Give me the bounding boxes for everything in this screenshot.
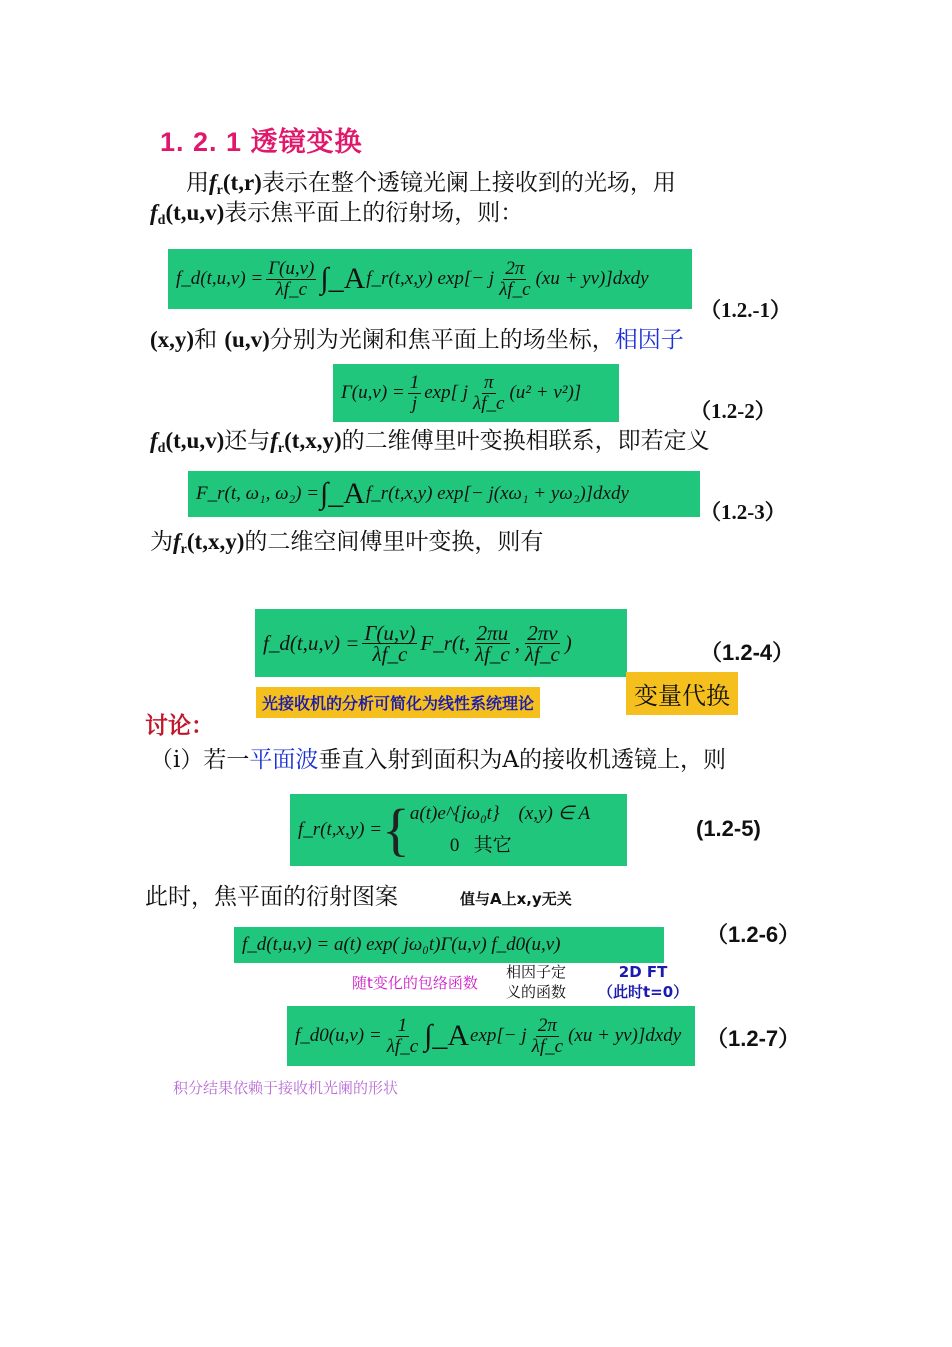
section-title: 1. 2. 1 透镜变换 [160, 127, 363, 157]
text: 的二维空间傅里叶变换，则有 [244, 529, 544, 555]
ft-annotation [598, 962, 688, 1002]
frac-den: j [411, 392, 418, 414]
equation-1 [168, 249, 692, 309]
fraction [497, 259, 532, 300]
paren: ) [564, 630, 572, 655]
frac-num: 2πv [527, 620, 558, 645]
diffraction-pattern-text: 此时，焦平面的衍射图案 [145, 884, 398, 910]
eq-body: f_r(t,x,y) exp[− j [366, 268, 495, 289]
equation-2-number: （1.2-2） [690, 399, 776, 423]
equation-7 [287, 1006, 695, 1066]
independent-note: 值与A上x,y无关 [460, 890, 572, 908]
discussion-item-1 [150, 745, 726, 775]
eq-body: F_r(t, [420, 630, 470, 655]
integral-shape-note: 积分结果依赖于接收机光阑的形状 [173, 1079, 399, 1097]
cases [410, 798, 590, 862]
fraction [473, 620, 512, 666]
fraction [266, 259, 316, 300]
frac-den: λf_c [275, 278, 308, 300]
equation-4 [255, 609, 627, 677]
text: （i）若一 [150, 747, 250, 773]
phase-factor-term: 相因子 [614, 327, 684, 353]
symbol-f: f [173, 529, 181, 554]
subscript: d [157, 213, 166, 228]
subscript: r [277, 441, 285, 456]
case-2 [410, 830, 590, 862]
equation-4-number: （1.2-4） [700, 640, 795, 665]
frac-den: λf_c [499, 278, 531, 300]
equation-2 [333, 364, 619, 422]
frac-den: λf_c [473, 392, 505, 414]
intro-text: 用 [186, 170, 209, 196]
eq-body: (u² + v²)] [509, 382, 582, 403]
frac-den: λf_c [525, 641, 560, 666]
fraction [471, 373, 506, 414]
eq-lhs: f_d0(u,v) = [295, 1025, 382, 1046]
text: 还与 [224, 428, 271, 454]
fraction [523, 620, 562, 666]
equation-6-number: （1.2-6） [706, 922, 801, 947]
subscript: r [216, 183, 223, 198]
integral-sign: ∫_A [320, 477, 365, 510]
eq-body: f_r(t,x,y) exp[− j(xω₁ + yω₂)]dxdy [365, 483, 629, 504]
eq-body: exp[ j [424, 382, 469, 403]
plane-wave-term: 平面波 [249, 747, 319, 773]
frac-num: π [483, 371, 494, 393]
discussion-label: 讨论： [145, 712, 214, 739]
argument: (t,x,y) [284, 428, 342, 453]
equation-1-number: （1.2.-1） [700, 298, 791, 322]
eq-body: (xu + yv)]dxdy [535, 268, 649, 289]
eq-lhs: f_d(t,u,v) = [263, 630, 360, 655]
intro-text: 表示在整个透镜光阑上接收到的光场，用 [261, 170, 676, 196]
integral-sign: ∫_A [320, 262, 366, 295]
frac-den: λf_c [386, 1035, 419, 1057]
eq-lhs: Γ(u,v) = [341, 382, 405, 403]
symbol-f: f [150, 428, 158, 453]
equation-5-number: (1.2-5) [696, 816, 761, 841]
eq-lhs: f_r(t,x,y) = [298, 819, 383, 840]
integral-sign: ∫_A [424, 1019, 470, 1052]
fraction [530, 1016, 565, 1057]
eq-body: (xu + yv)]dxdy [568, 1025, 682, 1046]
phase-annotation [506, 962, 566, 1002]
text: 分别为光阑和焦平面上的场坐标， [269, 327, 615, 353]
annotation-line: （此时t=0） [598, 983, 689, 1001]
eq-lhs: F_r(t, ω₁, ω₂) = [196, 483, 320, 504]
eq-body: exp[− j [470, 1025, 527, 1046]
argument: (t,x,y) [186, 529, 245, 554]
intro-text: 表示焦平面上的衍射场，则： [224, 200, 524, 226]
equation-7-number: （1.2-7） [706, 1026, 801, 1051]
equation-5 [290, 794, 627, 866]
frac-num: 2π [537, 1014, 557, 1036]
frac-num: Γ(u,v) [364, 620, 416, 645]
annotation-line: 相因子定 [506, 963, 567, 981]
intro-line-2 [150, 198, 523, 236]
frac-den: λf_c [372, 641, 408, 666]
subscript: r [180, 542, 187, 557]
argument: (t,r) [222, 170, 262, 195]
ft-text [150, 527, 543, 565]
case-condition: (x,y) ∈ A [518, 803, 591, 824]
text: 为 [150, 529, 173, 555]
argument: (t,u,v) [165, 428, 225, 453]
frac-num: 2π [505, 257, 525, 279]
equation-3 [188, 471, 700, 517]
left-brace: { [382, 797, 410, 862]
equation-6: f_d(t,u,v) = a(t) exp( jω₀t)Γ(u,v) f_d0(u,v) [234, 927, 664, 963]
fraction [362, 620, 417, 666]
annotation-line: 2D FT [618, 963, 668, 981]
relation-text [150, 426, 710, 464]
equation-3-number: （1.2-3） [700, 500, 786, 524]
frac-den: λf_c [531, 1035, 564, 1057]
linear-system-note: 光接收机的分析可简化为线性系统理论 [256, 687, 540, 718]
comma: , [514, 630, 521, 655]
fraction [408, 373, 422, 414]
variable-substitution-tag: 变量代换 [626, 672, 738, 715]
frac-num: 1 [397, 1014, 408, 1036]
case-value: a(t)e^{jω₀t} [409, 803, 500, 824]
coords-xy: (x,y) [150, 327, 195, 352]
case-1 [410, 798, 590, 830]
envelope-annotation: 随t变化的包络函数 [352, 974, 478, 992]
case-value: 0 [449, 835, 460, 856]
text: 垂直入射到面积为A的接收机透镜上，则 [318, 747, 726, 773]
subscript: d [157, 441, 166, 456]
fraction [385, 1016, 420, 1057]
eq-lhs: f_d(t,u,v) = [176, 268, 264, 289]
frac-num: 2πu [476, 620, 509, 645]
symbol-f: f [209, 170, 217, 195]
annotation-line: 义的函数 [506, 983, 567, 1001]
coords-uv: (u,v) [224, 327, 270, 352]
text: 和 [194, 327, 225, 353]
frac-num: 1 [409, 371, 420, 393]
coords-text [150, 325, 684, 355]
text: 的二维傅里叶变换相联系，即若定义 [341, 428, 710, 454]
symbol-f: f [150, 200, 158, 225]
frac-num: Γ(u,v) [268, 257, 315, 279]
frac-den: λf_c [475, 641, 510, 666]
argument: (t,u,v) [165, 200, 225, 225]
case-condition: 其它 [473, 835, 512, 856]
symbol-f: f [270, 428, 278, 453]
